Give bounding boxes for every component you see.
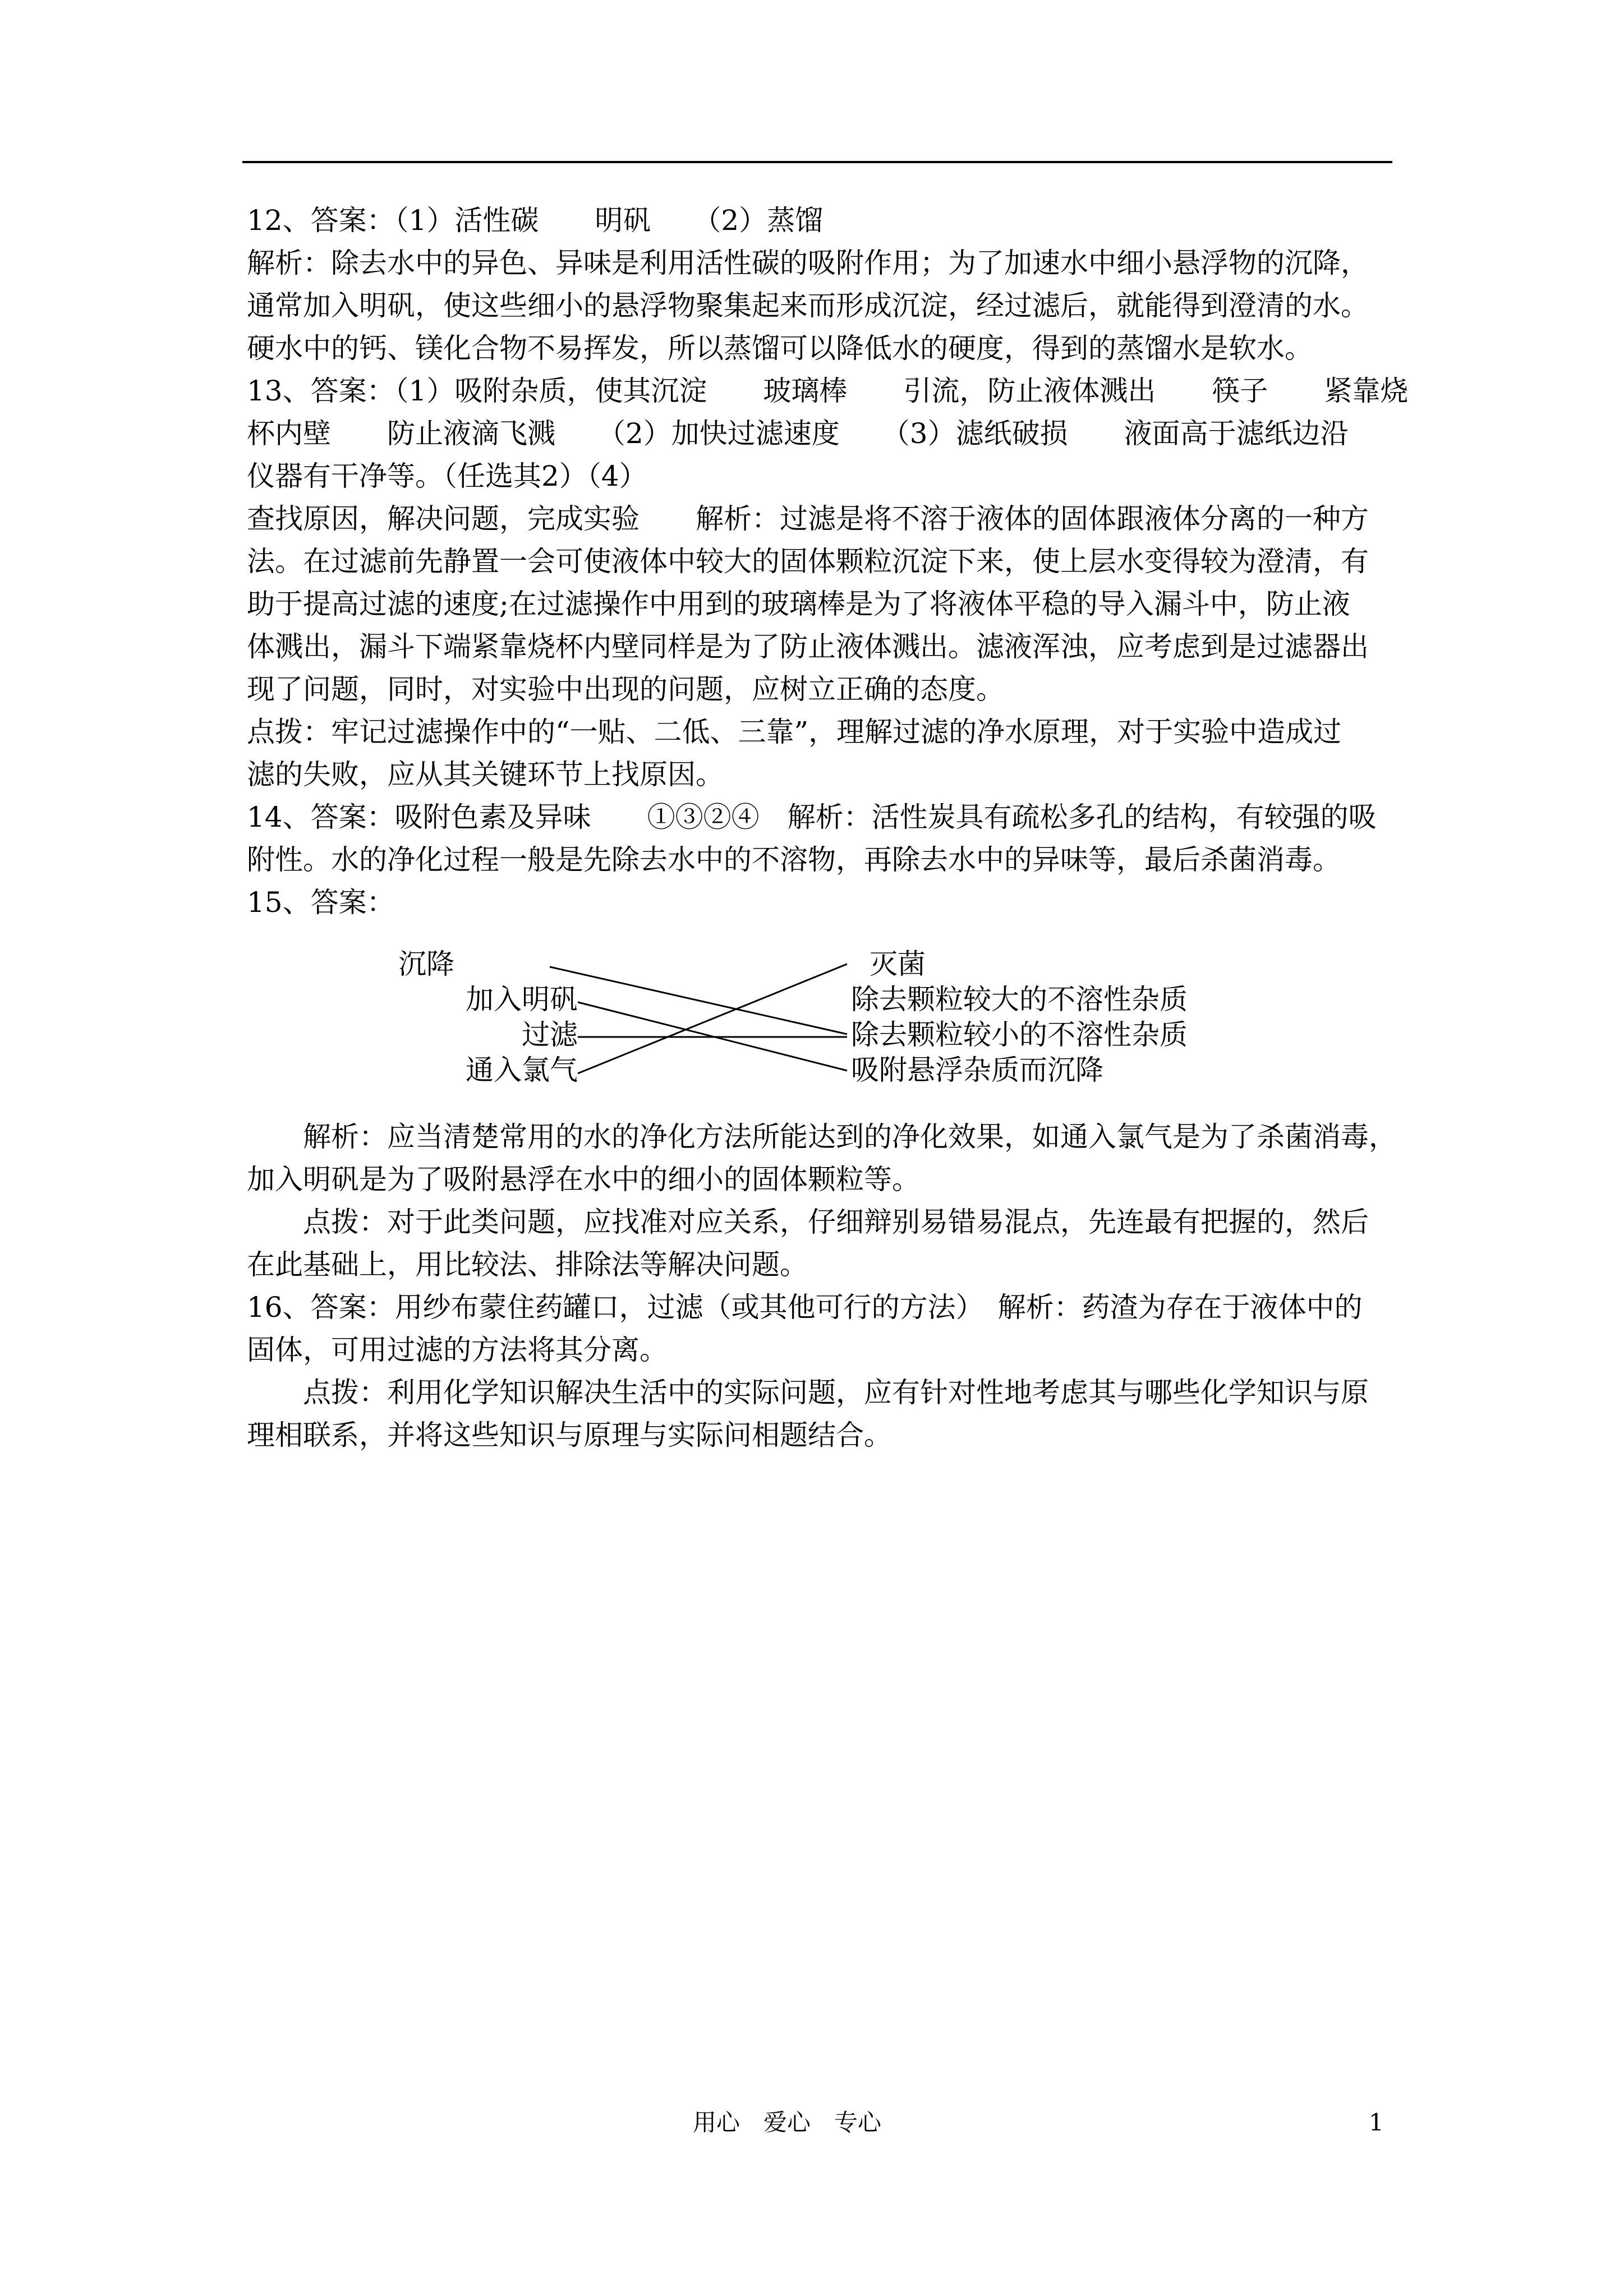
answer-12-line: 12、答案：（1）活性碳 明矾 （2）蒸馏 [247,204,823,237]
link-chlorine-to-sterilize [578,964,847,1073]
right-item-adsorb-settle: 吸附悬浮杂质而沉降 [851,1054,1103,1086]
header-rule [242,161,1392,163]
right-item-small-impurities: 除去颗粒较小的不溶性杂质 [851,1018,1188,1051]
analysis-12-line-1: 解析：除去水中的异色、异味是利用活性碳的吸附作用；为了加速水中细小悬浮物的沉降， [247,247,1369,279]
document-body [247,199,1409,1456]
left-item-sedimentation: 沉降 [398,948,454,980]
answer-14-line-1: 14、答案：吸附色素及异味 ①③②④ 解析：活性炭具有疏松多孔的结构，有较强的吸 [247,801,1377,833]
left-item-filtration: 过滤 [522,1018,578,1051]
analysis-13-line-2: 法。在过滤前先静置一会可使液体中较大的固体颗粒沉淀下来，使上层水变得较为澄清，有 [247,545,1369,578]
answer-13-line-3: 仪器有干净等。（任选其2）（4） [247,460,647,492]
tip-15-line-1: 点拨：对于此类问题，应找准对应关系，仔细辩别易错易混点，先连最有把握的，然后 [303,1206,1369,1238]
left-item-chlorine: 通入氯气 [466,1054,578,1086]
matching-diagram [247,947,1397,1115]
answer-16-line-1: 16、答案：用纱布蒙住药罐口，过滤（或其他可行的方法） 解析：药渣为存在于液体中的 [247,1291,1363,1324]
tip-16-line-1: 点拨：利用化学知识解决生活中的实际问题，应有针对性地考虑其与哪些化学知识与原 [303,1376,1369,1409]
analysis-13-line-1: 查找原因，解决问题，完成实验 解析：过滤是将不溶于液体的固体跟液体分离的一种方 [247,502,1369,535]
left-item-alum: 加入明矾 [466,983,578,1016]
analysis-15-line-2: 加入明矾是为了吸附悬浮在水中的细小的固体颗粒等。 [247,1163,920,1196]
tip-13-line-1: 点拨：牢记过滤操作中的“一贴、二低、三靠”，理解过滤的净水原理，对于实验中造成过 [247,716,1342,748]
analysis-12-line-2: 通常加入明矾，使这些细小的悬浮物聚集起来而形成沉淀，经过滤后，就能得到澄清的水。 [247,289,1369,322]
analysis-12-line-3: 硬水中的钙、镁化合物不易挥发，所以蒸馏可以降低水的硬度，得到的蒸馏水是软水。 [247,332,1313,365]
answer-15-line: 15、答案： [247,886,395,919]
answer-13-line-2: 杯内壁 防止液滴飞溅 （2）加快过滤速度 （3）滤纸破损 液面高于滤纸边沿 [247,417,1349,450]
tip-15-line-2: 在此基础上，用比较法、排除法等解决问题。 [247,1248,808,1281]
analysis-13-line-5: 现了问题，同时，对实验中出现的问题，应树立正确的态度。 [247,673,1004,706]
tip-13-line-2: 滤的失败，应从其关键环节上找原因。 [247,758,724,791]
analysis-13-line-3: 助于提高过滤的速度;在过滤操作中用到的玻璃棒是为了将液体平稳的导入漏斗中，防止液 [247,588,1350,620]
answer-13-line-1: 13、答案：（1）吸附杂质，使其沉淀 玻璃棒 引流，防止液体溅出 筷子 紧靠烧 [247,375,1409,407]
footer-motto: 用心 爱心 专心 [693,2109,882,2136]
analysis-13-line-4: 体溅出，漏斗下端紧靠烧杯内壁同样是为了防止液体溅出。滤液浑浊，应考虑到是过滤器出 [247,630,1369,663]
right-item-sterilize: 灭菌 [869,948,926,980]
analysis-15-line-1: 解析：应当清楚常用的水的净化方法所能达到的净化效果，如通入氯气是为了杀菌消毒， [303,1121,1397,1153]
tip-16-line-2: 理相联系，并将这些知识与原理与实际问相题结合。 [247,1419,892,1451]
page-number: 1 [1369,2109,1384,2136]
answer-14-line-2: 附性。水的净化过程一般是先除去水中的不溶物，再除去水中的异味等，最后杀菌消毒。 [247,843,1341,876]
answer-16-line-2: 固体，可用过滤的方法将其分离。 [247,1334,668,1366]
right-item-large-impurities: 除去颗粒较大的不溶性杂质 [851,983,1188,1016]
